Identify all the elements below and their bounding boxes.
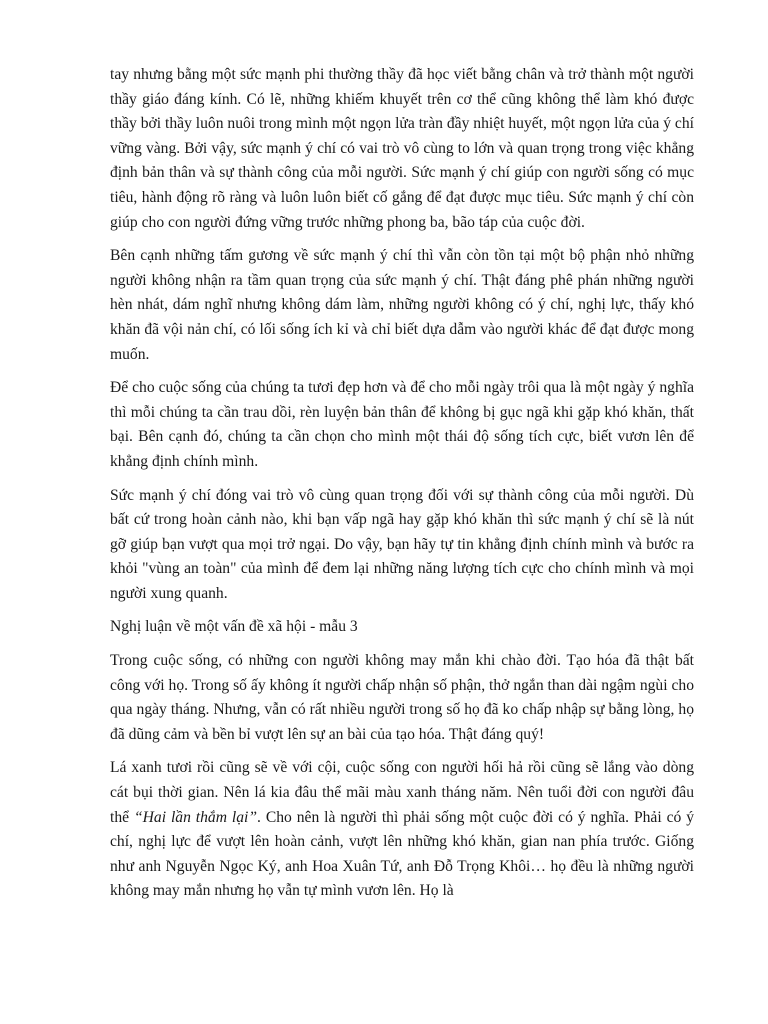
- body-paragraph-2: Bên cạnh những tấm gương về sức mạnh ý chí thì vẫn còn tồn tại một bộ phận nhỏ những người không nhận ra tầm quan trọng của sức mạnh ý chí. Thật đáng phê phán những người hèn nhát, dám nghĩ nhưng không dám làm, những người không có ý chí, nghị lực, thấy khó khăn đã vội nản chí, có lối sống ích kỉ và chỉ biết dựa dẫm vào người khác để đạt được mong muốn.: [110, 247, 694, 363]
- quoted-phrase: “Hai lần thắm lại”: [133, 808, 258, 826]
- body-paragraph-4: Sức mạnh ý chí đóng vai trò vô cùng quan trọng đối với sự thành công của mỗi người. Dù bất cứ trong hoàn cảnh nào, khi bạn vấp ngã hay gặp khó khăn thì sức mạnh ý chí sẽ là nút gỡ giúp bạn vượt qua mọi trở ngại. Do vậy, bạn hãy tự tin khẳng định chính mình và bước ra khỏi "vùng an toàn" của mình để đem lại những năng lượng tích cực cho chính mình và mọi người xung quanh.: [110, 486, 694, 602]
- body-paragraph-5: Trong cuộc sống, có những con người không may mắn khi chào đời. Tạo hóa đã thật bất công với họ. Trong số ấy không ít người chấp nhận số phận, thở ngắn than dài ngậm ngùi cho qua ngày tháng. Nhưng, vẫn có rất nhiều người trong số họ đã ko chấp nhập sự bằng lòng, họ đã dũng cảm và bền bỉ vượt lên sự an bài của tạo hóa. Thật đáng quý!: [110, 652, 694, 743]
- body-paragraph-3: Để cho cuộc sống của chúng ta tươi đẹp hơn và để cho mỗi ngày trôi qua là một ngày ý nghĩa thì mỗi chúng ta cần trau dồi, rèn luyện bản thân để không bị gục ngã khi gặp khó khăn, thất bại. Bên cạnh đó, chúng ta cần chọn cho mình một thái độ sống tích cực, biết vươn lên để khẳng định chính mình.: [110, 379, 694, 470]
- paragraph-6-text-a: Lá xanh tươi rồi cũng sẽ về với cội, cuộc sống con người hối hả rồi cũng sẽ lắng vào dòng cát bụi thời gian. Nên lá kia đâu thể mãi màu xanh tháng năm. Nên tuổi đời con người đâu thể: [110, 759, 694, 826]
- section-heading: Nghị luận về một vấn đề xã hội - mẫu 3: [110, 618, 358, 636]
- body-paragraph-6: [110, 756, 694, 904]
- body-paragraph-1: tay nhưng bằng một sức mạnh phi thường thầy đã học viết bằng chân và trở thành một người thầy giáo đáng kính. Có lẽ, những khiếm khuyết trên cơ thể cũng không thể làm khó được thầy bởi thầy luôn nuôi trong mình một ngọn lửa tràn đầy nhiệt huyết, một ngọn lửa của ý chí vững vàng. Bởi vậy, sức mạnh ý chí có vai trò vô cùng to lớn và quan trọng trong việc khẳng định bản thân và sự thành công của mỗi người. Sức mạnh ý chí giúp con người sống có mục tiêu, hành động rõ ràng và luôn luôn biết cố gắng để đạt được mục tiêu. Sức mạnh ý chí còn giúp cho con người đứng vững trước những phong ba, bão táp của cuộc đời.: [110, 66, 694, 231]
- paragraph-6-text-b: . Cho nên là người thì phải sống một cuộc đời có ý nghĩa. Phải có ý chí, nghị lực để vượt lên hoàn cảnh, vượt lên những khó khăn, gian nan phía trước. Giống như anh Nguyễn Ngọc Ký, anh Hoa Xuân Tứ, anh Đỗ Trọng Khôi… họ đều là những người không may mắn nhưng họ vẫn tự mình vươn lên. Họ là: [110, 808, 694, 900]
